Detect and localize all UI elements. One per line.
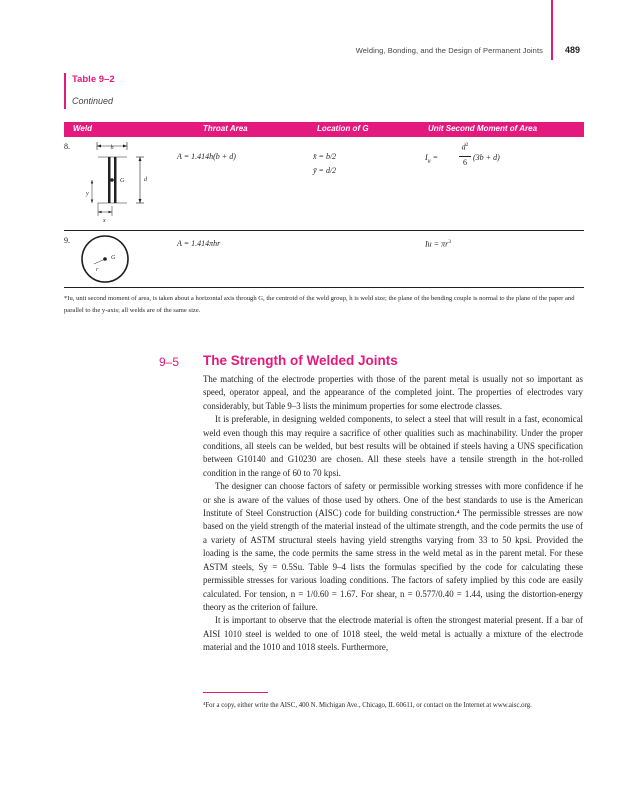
row-8-location-y: ȳ = d/2 <box>313 166 337 175</box>
row-8-number: 8. <box>64 142 70 151</box>
weld-diagram-8 <box>80 140 160 225</box>
running-head: Welding, Bonding, and the Design of Permanent Joints <box>355 46 543 55</box>
row-9-moment <box>425 239 451 249</box>
page-number: 489 <box>565 45 581 55</box>
column-header-location: Location of G <box>317 124 369 133</box>
moment-num-d: d <box>461 142 466 152</box>
section-body <box>203 373 583 655</box>
label-g-9: G <box>111 255 116 261</box>
moment-rhs: (3b + d) <box>473 153 500 162</box>
table-bottom-rule <box>64 287 584 288</box>
table-title: Table 9–2 <box>72 74 115 85</box>
row-9-moment-text: Iu = πr <box>425 239 449 249</box>
column-header-throat-area: Throat Area <box>203 124 248 133</box>
column-header-weld: Weld <box>73 124 92 133</box>
section-title: The Strength of Welded Joints <box>203 353 398 368</box>
label-r: r <box>96 267 99 273</box>
header-rule <box>551 0 553 60</box>
row-divider <box>64 230 584 231</box>
moment-numerator <box>459 142 471 152</box>
table-subtitle: Continued <box>72 96 114 106</box>
label-b: b <box>110 145 114 151</box>
label-d: d <box>144 177 147 183</box>
page-footnote: ⁴For a copy, either write the AISC, 400 N. Michigan Ave., Chicago, IL 60611, or contact on the Internet at www.aisc.org. <box>203 702 532 709</box>
paragraph-3: The designer can choose factors of safety or permissible working stresses with more confidence if he or she is aware of the values of those used by others. One of the best standards to use is the American Institute of Steel Construction (AISC) code for building construction.⁴ The permissible stresses are now based on the yield strength of the material instead of the ultimate strength, and the code permits the use of a variety of ASTM structural steels having yield strengths varying from 33 to 50 kpsi. Provided the loading is the same, the code permits the same stress in the weld metal as in the parent metal. For these ASTM steels, Sy = 0.5Su. Table 9–4 lists the formulas specified by the code for calculating these permissible stresses for various loading conditions. The factors of safety implied by this code are easily calculated. For tension, n = 1/0.60 = 1.67. For shear, n = 0.577/0.40 = 1.44, using the distortion-energy theory as the criterion of failure. <box>203 481 583 612</box>
paragraph-2: It is preferable, in designing welded components, to select a steel that will result in a fast, economical weld even though this may require a sacrifice of other qualities such as machinability. Under the proper conditions, all steels can be welded, but best results will be obtained if steels having a UNS specification between G10140 and G10230 are chosen. All these steels have a tensile strength in the hot-rolled condition in the range of 60 to 70 kpsi. <box>203 414 583 478</box>
label-g: G <box>120 178 125 184</box>
row-8-moment: $I_u$ = <box>425 153 439 165</box>
weld-diagram-9 <box>78 234 134 286</box>
table-footnote: *Iu, unit second moment of area, is taken about a horizontal axis through G, the centroid of the weld group, h is weld size; the plane of the bending couple is normal to the plane of the paper and parallel to the y-axis; all welds are of the same size. <box>64 295 575 314</box>
fraction-bar <box>459 156 471 157</box>
row-8-throat-area: A = 1.414h(b + d) <box>177 152 236 161</box>
row-9-moment-exp: 3 <box>448 239 451 245</box>
section-number: 9–5 <box>159 355 180 369</box>
moment-symbol: I <box>425 153 428 162</box>
label-xbar: x <box>103 218 106 224</box>
paragraph-4: It is important to observe that the electrode material is often the strongest material present. If a bar of AISI 1010 steel is welded to one of 1018 steel, the weld metal is actually a mixture of the electrode material and the 1010 and 1018 steels. Furthermore, <box>203 615 583 653</box>
table-accent-bar <box>64 73 66 109</box>
moment-subscript: u <box>427 158 431 165</box>
row-8-location-x: x̄ = b/2 <box>313 152 337 161</box>
paragraph-1: The matching of the electrode properties with those of the parent metal is usually not so important as speed, operator appeal, and the appearance of the completed joint. The properties of electrodes vary considerably, but Table 9–3 lists the minimum properties for some electrode classes. <box>203 374 583 411</box>
footnote-rule <box>203 692 268 693</box>
moment-denominator: 6 <box>463 158 467 167</box>
row-9-throat-area: A = 1.414πhr <box>177 239 221 248</box>
column-header-moment: Unit Second Moment of Area <box>428 124 538 133</box>
moment-num-exp: 2 <box>465 142 469 148</box>
label-ybar: y <box>86 191 89 197</box>
row-9-number: 9. <box>64 236 70 245</box>
